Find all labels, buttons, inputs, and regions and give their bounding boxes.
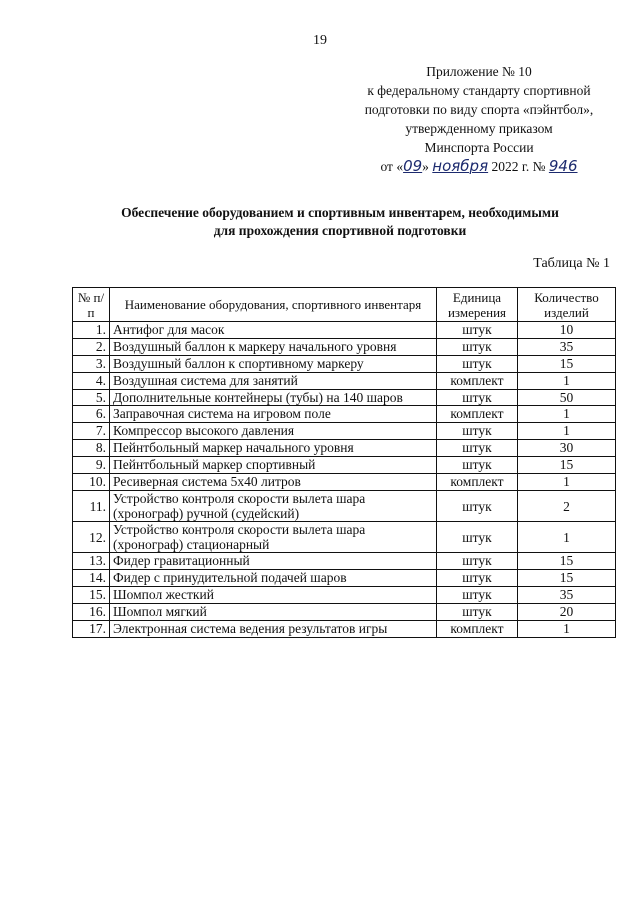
appendix-line: утвержденному приказом — [405, 121, 553, 136]
row-unit: штук — [437, 356, 518, 373]
row-name: Шомпол мягкий — [110, 604, 437, 621]
header-qty: Количество изделий — [518, 288, 616, 322]
row-name: Воздушная система для занятий — [110, 373, 437, 390]
row-qty: 1 — [518, 423, 616, 440]
row-name: Электронная система ведения результатов игры — [110, 621, 437, 638]
row-name: Шомпол жесткий — [110, 587, 437, 604]
appendix-line: Минспорта России — [424, 140, 534, 155]
row-qty: 10 — [518, 322, 616, 339]
table-row — [73, 423, 616, 440]
title-line-1: Обеспечение оборудованием и спортивным инвентарем, необходимыми — [121, 205, 559, 220]
row-num: 6. — [73, 406, 110, 423]
table-row — [73, 604, 616, 621]
row-num: 3. — [73, 356, 110, 373]
row-unit: штук — [437, 322, 518, 339]
table-row — [73, 553, 616, 570]
row-unit: штук — [437, 570, 518, 587]
row-num: 17. — [73, 621, 110, 638]
row-num: 8. — [73, 440, 110, 457]
row-unit: комплект — [437, 373, 518, 390]
header-unit: Единица измерения — [437, 288, 518, 322]
row-name: Воздушный баллон к маркеру начального уровня — [110, 339, 437, 356]
table-row — [73, 522, 616, 553]
document-title — [60, 204, 620, 240]
table-row — [73, 390, 616, 406]
date-mid: » — [422, 159, 429, 174]
row-name: Ресиверная система 5х40 литров — [110, 474, 437, 491]
row-name: Устройство контроля скорости вылета шара (хронограф) стационарный — [110, 522, 437, 553]
row-qty: 1 — [518, 373, 616, 390]
table-label: Таблица № 1 — [533, 256, 610, 271]
equipment-table — [72, 287, 616, 638]
row-qty: 50 — [518, 390, 616, 406]
row-num: 10. — [73, 474, 110, 491]
row-name: Устройство контроля скорости вылета шара (хронограф) ручной (судейский) — [110, 491, 437, 522]
appendix-line: Приложение № 10 — [426, 64, 532, 79]
row-num: 1. — [73, 322, 110, 339]
table-row — [73, 440, 616, 457]
table-row — [73, 406, 616, 423]
table-header-row — [73, 288, 616, 322]
handwritten-day: 09 — [403, 157, 423, 175]
row-qty: 20 — [518, 604, 616, 621]
table-row — [73, 474, 616, 491]
handwritten-order-number: 946 — [548, 157, 578, 175]
row-qty: 15 — [518, 356, 616, 373]
row-num: 16. — [73, 604, 110, 621]
row-unit: штук — [437, 440, 518, 457]
date-year: 2022 г. № — [491, 159, 546, 174]
row-num: 5. — [73, 390, 110, 406]
header-num: № п/п — [73, 288, 110, 322]
row-name: Пейнтбольный маркер спортивный — [110, 457, 437, 474]
row-qty: 30 — [518, 440, 616, 457]
appendix-line: подготовки по виду спорта «пэйнтбол», — [364, 102, 594, 117]
row-name: Дополнительные контейнеры (тубы) на 140 шаров — [110, 390, 437, 406]
table-row — [73, 491, 616, 522]
row-num: 11. — [73, 491, 110, 522]
row-num: 7. — [73, 423, 110, 440]
row-qty: 15 — [518, 457, 616, 474]
row-qty: 2 — [518, 491, 616, 522]
row-name: Фидер с принудительной подачей шаров — [110, 570, 437, 587]
row-unit: штук — [437, 423, 518, 440]
appendix-line: к федеральному стандарту спортивной — [367, 83, 591, 98]
row-name: Компрессор высокого давления — [110, 423, 437, 440]
row-num: 12. — [73, 522, 110, 553]
row-unit: штук — [437, 604, 518, 621]
page-number: 19 — [313, 33, 327, 48]
row-name: Антифог для масок — [110, 322, 437, 339]
row-num: 4. — [73, 373, 110, 390]
title-line-2: для прохождения спортивной подготовки — [213, 223, 467, 238]
table-row — [73, 570, 616, 587]
row-qty: 1 — [518, 522, 616, 553]
row-qty: 15 — [518, 553, 616, 570]
handwritten-month: ноября — [432, 157, 489, 175]
row-num: 15. — [73, 587, 110, 604]
row-qty: 1 — [518, 406, 616, 423]
row-num: 2. — [73, 339, 110, 356]
table-row — [73, 322, 616, 339]
order-date-line — [340, 157, 618, 176]
row-name: Пейнтбольный маркер начального уровня — [110, 440, 437, 457]
row-num: 13. — [73, 553, 110, 570]
row-qty: 35 — [518, 339, 616, 356]
row-unit: комплект — [437, 621, 518, 638]
row-unit: штук — [437, 390, 518, 406]
appendix-block — [340, 62, 618, 176]
row-name: Фидер гравитационный — [110, 553, 437, 570]
table-row — [73, 356, 616, 373]
row-unit: комплект — [437, 406, 518, 423]
row-name: Воздушный баллон к спортивному маркеру — [110, 356, 437, 373]
row-qty: 15 — [518, 570, 616, 587]
row-unit: штук — [437, 522, 518, 553]
row-unit: штук — [437, 553, 518, 570]
row-unit: комплект — [437, 474, 518, 491]
table-row — [73, 587, 616, 604]
table-row — [73, 339, 616, 356]
row-num: 14. — [73, 570, 110, 587]
row-unit: штук — [437, 587, 518, 604]
row-num: 9. — [73, 457, 110, 474]
row-qty: 1 — [518, 474, 616, 491]
header-name: Наименование оборудования, спортивного инвентаря — [110, 288, 437, 322]
row-qty: 35 — [518, 587, 616, 604]
row-unit: штук — [437, 339, 518, 356]
date-prefix: от « — [380, 159, 404, 174]
table-row — [73, 457, 616, 474]
row-unit: штук — [437, 457, 518, 474]
row-qty: 1 — [518, 621, 616, 638]
table-row — [73, 373, 616, 390]
table-row — [73, 621, 616, 638]
row-unit: штук — [437, 491, 518, 522]
row-name: Заправочная система на игровом поле — [110, 406, 437, 423]
